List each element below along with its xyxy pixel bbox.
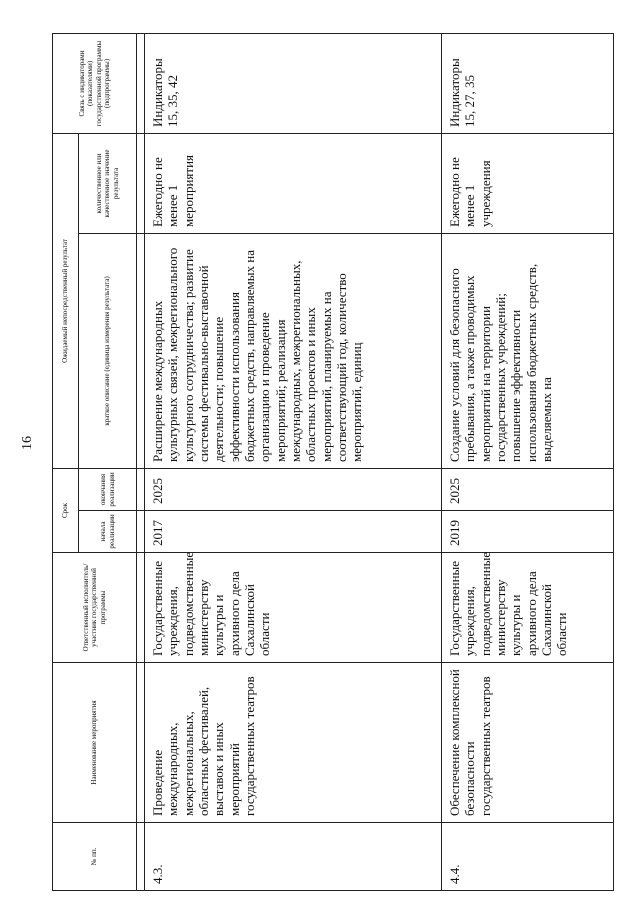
row-name: Проведение международных, межрегиональных, областных фестивалей, выставок и иных мероприятий государственных театров [145,663,442,823]
header-expected: Ожидаемый непосредственный результат [53,133,79,468]
header-executor: Ответственный исполнитель/участник государственной программы [53,553,137,663]
row-num: 4.4. [442,823,614,891]
header-term-end: окончания реализации [79,468,137,510]
row-desc: Расширение международных культурных связей, межрегионального культурного сотрудничества; развитие системы фестивально-выставочной деятельности; повышение эффективности использования бюджетных средств, направляемых на организацию и проведение мероприятий; реализация международных, межрегиональных, областных проектов и иных мероприятий, планируемых на соответствующий год, количество мероприятий, единиц [145,233,442,468]
header-term: Срок [53,468,79,552]
row-value: Ежегодно не менее 1 мероприятия [145,133,442,233]
row-end: 2025 [145,468,442,510]
table-row [145,33,442,890]
header-num: № пп. [53,823,137,891]
rotated-table-area [52,34,612,891]
header-expected-value: количественное или качественное значение результата [79,133,137,233]
row-link: Индикаторы 15, 35, 42 [145,33,442,133]
row-executor: Государственные учреждения, подведомственные министерству культуры и архивного дела Сахалинской области [145,553,442,663]
row-desc: Создание условий для безопасного пребывания, а также проводимых мероприятий на территории государственных учреждений; повышение эффективности использования бюджетных средств, выделяемых на [442,233,614,468]
header-expected-desc: краткое описание (единица измерения результата) [79,233,137,468]
header-name: Наименование мероприятия [53,663,137,823]
row-num: 4.3. [145,823,442,891]
row-value: Ежегодно не менее 1 учреждения [442,133,614,233]
row-start: 2019 [442,511,614,553]
header-term-start: начала реализации [79,511,137,553]
row-end: 2025 [442,468,614,510]
row-link: Индикаторы 15, 27, 35 [442,33,614,133]
row-start: 2017 [145,511,442,553]
spacer-row [137,33,145,890]
rotated-table-wrapper [52,34,612,891]
program-activities-table [52,33,614,891]
header-link: Связь с индикаторами (показателями) государственной программы (подпрограммы) [53,33,137,133]
page-number: 16 [20,436,35,450]
table-row [442,33,614,890]
row-executor: Государственные учреждения, подведомственные министерству культуры и архивного дела Сахалинской области [442,553,614,663]
row-name: Обеспечение комплексной безопасности государственных театров [442,663,614,823]
